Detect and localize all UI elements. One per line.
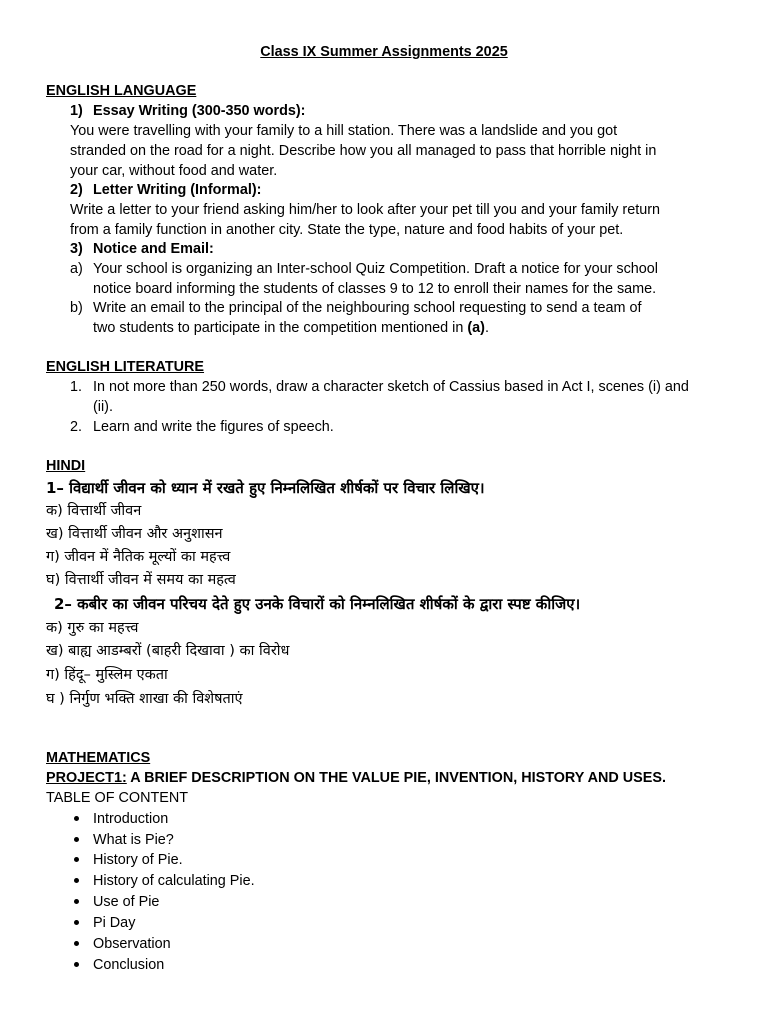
q1-text-line: your car, without food and water. (70, 163, 278, 179)
q3b-reference: (a) (467, 320, 485, 336)
q3b-text: two students to participate in the competition mentioned in (93, 320, 468, 336)
hindi-q1-item: ख) वित्तार्थी जीवन और अनुशासन (46, 526, 223, 542)
toc-item: Use of Pie (93, 894, 160, 910)
hindi-question-2: 2– कबीर का जीवन परिचय देते हुए उनके विचारों को निम्नलिखित शीर्षकों के द्वारा स्पष्ट कीजिए। (54, 595, 581, 613)
hindi-q1-item: क) वित्तार्थी जीवन (46, 503, 142, 519)
toc-heading: TABLE OF CONTENT (46, 790, 189, 806)
q2-text-line: from a family function in another city. State the type, nature and food habits of your pet. (70, 222, 624, 238)
lit-item-2-text: Learn and write the figures of speech. (93, 419, 334, 435)
bullet-icon (74, 837, 79, 842)
bullet-icon (74, 941, 79, 946)
page-title: Class IX Summer Assignments 2025 (260, 44, 508, 60)
mathematics-heading: MATHEMATICS (46, 750, 151, 766)
toc-item: Introduction (93, 811, 169, 827)
toc-item: Pi Day (93, 915, 136, 931)
bullet-icon (74, 962, 79, 967)
lit-item-2-number: 2. (70, 419, 83, 435)
lit-item-1-line: In not more than 250 words, draw a character sketch of Cassius based in Act I, scenes (i) and (93, 379, 689, 395)
q1-number: 1) (70, 103, 83, 119)
q3b-end: . (484, 320, 489, 336)
hindi-q2-item: क) गुरु का महत्त्व (46, 620, 139, 636)
hindi-question-1: 1– विद्यार्थी जीवन को ध्यान में रखते हुए निम्नलिखित शीर्षकों पर विचार लिखिए। (46, 479, 485, 497)
english-literature-heading: ENGLISH LITERATURE (46, 359, 205, 375)
q1-text-line: You were travelling with your family to a hill station. There was a landslide and you got (70, 123, 618, 139)
hindi-q1-item: ग) जीवन में नैतिक मूल्यों का महत्त्व (46, 549, 231, 565)
hindi-q2-item: ख) बाह्य आडम्बरों (बाहरी दिखावा ) का विरोध (46, 643, 290, 659)
q3b-label: b) (70, 300, 83, 316)
q1-text-line: stranded on the road for a night. Describe how you all managed to pass that horrible night in (70, 143, 657, 159)
toc-item: History of calculating Pie. (93, 873, 255, 889)
toc-item: History of Pie. (93, 852, 183, 868)
q3a-text-line: notice board informing the students of classes 9 to 12 to enroll their names for the same. (93, 281, 657, 297)
project-heading (46, 768, 666, 788)
bullet-icon (74, 857, 79, 862)
q3-number: 3) (70, 241, 83, 257)
hindi-q2-item: ग) हिंदू– मुस्लिम एकता (46, 667, 168, 683)
lit-item-1-number: 1. (70, 379, 83, 395)
q3a-label: a) (70, 261, 83, 277)
project-label: PROJECT1: (46, 770, 127, 786)
hindi-q1-item: घ) वित्तार्थी जीवन में समय का महत्व (46, 572, 236, 588)
bullet-icon (74, 816, 79, 821)
q3-title: Notice and Email: (93, 241, 214, 257)
q1-title: Essay Writing (300-350 words): (93, 103, 306, 119)
bullet-icon (74, 878, 79, 883)
english-language-heading: ENGLISH LANGUAGE (46, 83, 197, 99)
q2-title: Letter Writing (Informal): (93, 182, 262, 198)
bullet-icon (74, 899, 79, 904)
toc-item: Conclusion (93, 957, 165, 973)
hindi-q2-item: घ ) निर्गुण भक्ति शाखा की विशेषताएं (46, 691, 243, 707)
q2-text-line: Write a letter to your friend asking him/her to look after your pet till you and your family return (70, 202, 661, 218)
q3a-text-line: Your school is organizing an Inter-school Quiz Competition. Draft a notice for your school (93, 261, 658, 277)
project-title: A BRIEF DESCRIPTION ON THE VALUE PIE, INVENTION, HISTORY AND USES. (126, 770, 666, 786)
bullet-icon (74, 920, 79, 925)
q3b-text-line: Write an email to the principal of the neighbouring school requesting to send a team of (93, 300, 642, 316)
toc-item: Observation (93, 936, 171, 952)
hindi-heading: HINDI (46, 458, 86, 474)
q3b-text-line (93, 318, 489, 338)
toc-item: What is Pie? (93, 832, 174, 848)
q2-number: 2) (70, 182, 83, 198)
lit-item-1-line: (ii). (93, 399, 113, 415)
